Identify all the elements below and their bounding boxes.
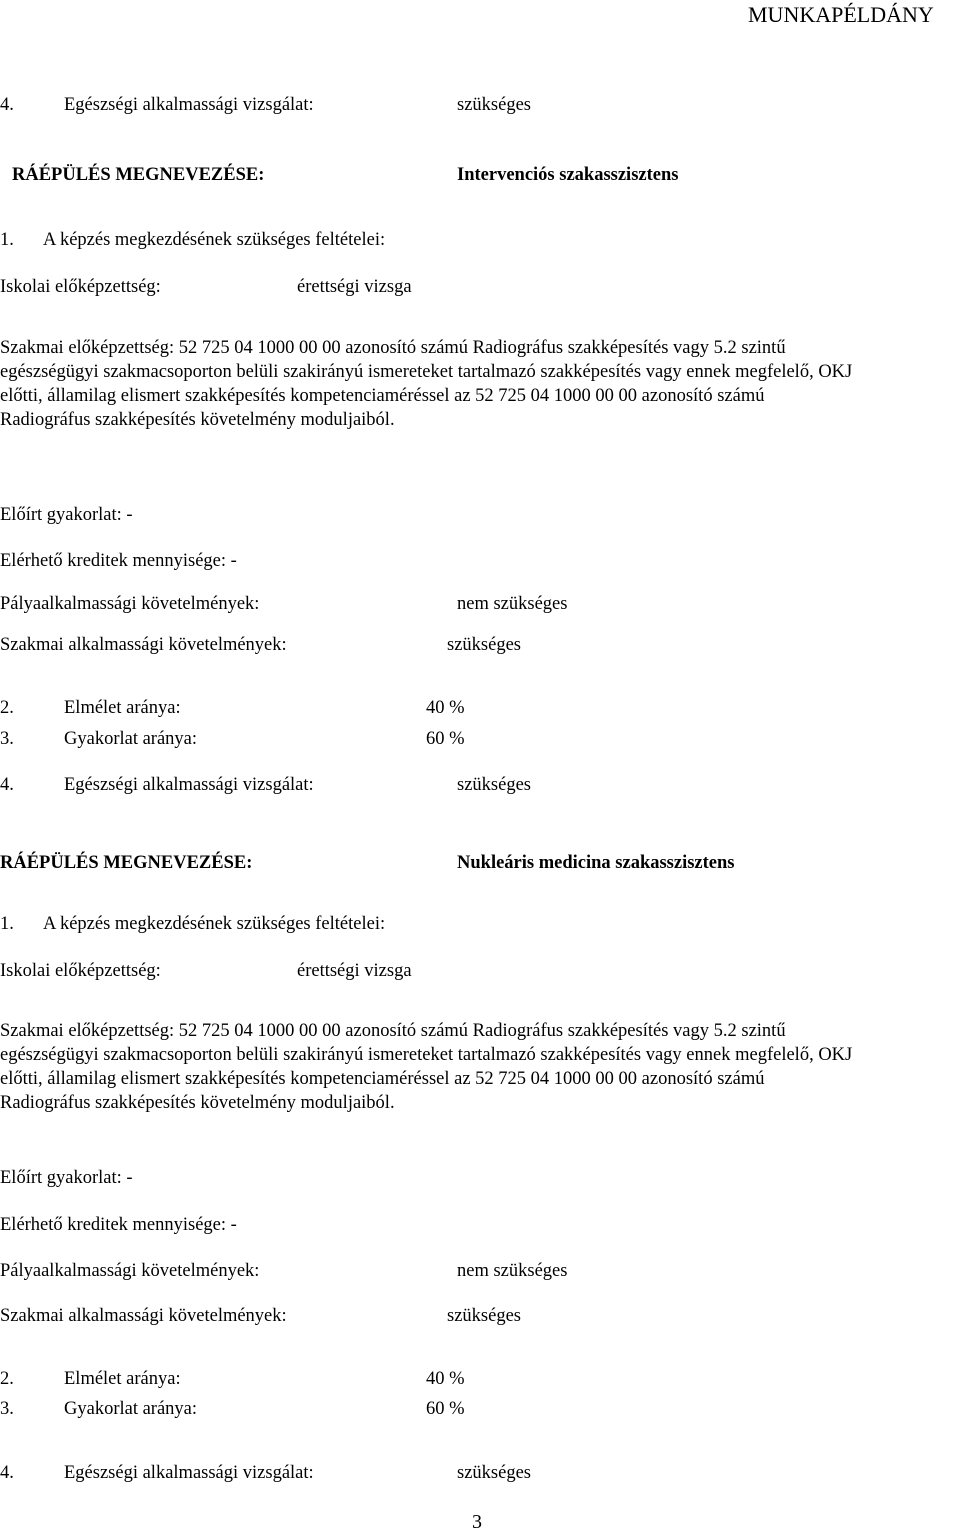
professional-prerequisite-paragraph	[0, 1019, 958, 1115]
school-qualification-value: érettségi vizsga	[297, 277, 412, 297]
required-practice: Előírt gyakorlat: -	[0, 1168, 133, 1188]
health-check-value: szükséges	[457, 775, 531, 795]
professional-aptitude-label: Szakmai alkalmassági követelmények:	[0, 1306, 287, 1326]
document-header: MUNKAPÉLDÁNY	[748, 2, 934, 27]
practice-ratio-value: 60 %	[426, 1399, 465, 1419]
prerequisites-title: A képzés megkezdésének szükséges feltételei:	[43, 914, 386, 934]
paragraph-line: egészségügyi szakmacsoporton belüli szakirányú ismereteket tartalmazó szakképesítés vagy ennek megfelelő, OKJ	[0, 1045, 853, 1065]
school-qualification-label: Iskolai előképzettség:	[0, 961, 161, 981]
theory-ratio-label: Elmélet aránya:	[64, 698, 181, 718]
theory-ratio-value: 40 %	[426, 698, 465, 718]
section-heading-label: RÁÉPÜLÉS MEGNEVEZÉSE:	[0, 853, 253, 873]
career-aptitude-value: nem szükséges	[457, 1261, 568, 1281]
item-number: 3.	[0, 1399, 14, 1419]
theory-ratio-label: Elmélet aránya:	[64, 1369, 181, 1389]
professional-prerequisite-paragraph	[0, 336, 958, 432]
professional-aptitude-value: szükséges	[447, 1306, 521, 1326]
professional-aptitude-value: szükséges	[447, 635, 521, 655]
paragraph-line: Szakmai előképzettség: 52 725 04 1000 00 00 azonosító számú Radiográfus szakképesítés vagy 5.2 szintű	[0, 1021, 786, 1041]
theory-ratio-value: 40 %	[426, 1369, 465, 1389]
item-number: 1.	[0, 230, 14, 250]
paragraph-line: Szakmai előképzettség: 52 725 04 1000 00 00 azonosító számú Radiográfus szakképesítés vagy 5.2 szintű	[0, 338, 786, 358]
item-number: 4.	[0, 95, 14, 115]
paragraph-line: egészségügyi szakmacsoporton belüli szakirányú ismereteket tartalmazó szakképesítés vagy ennek megfelelő, OKJ	[0, 362, 853, 382]
career-aptitude-label: Pályaalkalmassági követelmények:	[0, 594, 260, 614]
required-practice: Előírt gyakorlat: -	[0, 505, 133, 525]
paragraph-line: előtti, államilag elismert szakképesítés kompetenciaméréssel az 52 725 04 1000 00 00 azonosító számú	[0, 386, 765, 406]
available-credits: Elérhető kreditek mennyisége: -	[0, 551, 237, 571]
practice-ratio-label: Gyakorlat aránya:	[64, 729, 198, 749]
practice-ratio-label: Gyakorlat aránya:	[64, 1399, 198, 1419]
school-qualification-value: érettségi vizsga	[297, 961, 412, 981]
paragraph-line: Radiográfus szakképesítés követelmény moduljaiból.	[0, 410, 395, 430]
professional-aptitude-label: Szakmai alkalmassági követelmények:	[0, 635, 287, 655]
health-check-label: Egészségi alkalmassági vizsgálat:	[64, 775, 314, 795]
school-qualification-label: Iskolai előképzettség:	[0, 277, 161, 297]
item-number: 4.	[0, 775, 14, 795]
item-number: 2.	[0, 698, 14, 718]
paragraph-line: Radiográfus szakképesítés követelmény moduljaiból.	[0, 1093, 395, 1113]
health-check-value: szükséges	[457, 1463, 531, 1483]
section-heading-value: Nukleáris medicina szakasszisztens	[457, 853, 735, 873]
section-heading-label: RÁÉPÜLÉS MEGNEVEZÉSE:	[12, 165, 265, 185]
available-credits: Elérhető kreditek mennyisége: -	[0, 1215, 237, 1235]
health-check-value: szükséges	[457, 95, 531, 115]
health-check-label: Egészségi alkalmassági vizsgálat:	[64, 95, 314, 115]
page-number: 3	[472, 1511, 482, 1533]
item-number: 3.	[0, 729, 14, 749]
career-aptitude-value: nem szükséges	[457, 594, 568, 614]
prerequisites-title: A képzés megkezdésének szükséges feltételei:	[43, 230, 386, 250]
item-number: 1.	[0, 914, 14, 934]
item-number: 2.	[0, 1369, 14, 1389]
item-number: 4.	[0, 1463, 14, 1483]
career-aptitude-label: Pályaalkalmassági követelmények:	[0, 1261, 260, 1281]
paragraph-line: előtti, államilag elismert szakképesítés kompetenciaméréssel az 52 725 04 1000 00 00 azonosító számú	[0, 1069, 765, 1089]
section-heading-value: Intervenciós szakasszisztens	[457, 165, 679, 185]
practice-ratio-value: 60 %	[426, 729, 465, 749]
health-check-label: Egészségi alkalmassági vizsgálat:	[64, 1463, 314, 1483]
